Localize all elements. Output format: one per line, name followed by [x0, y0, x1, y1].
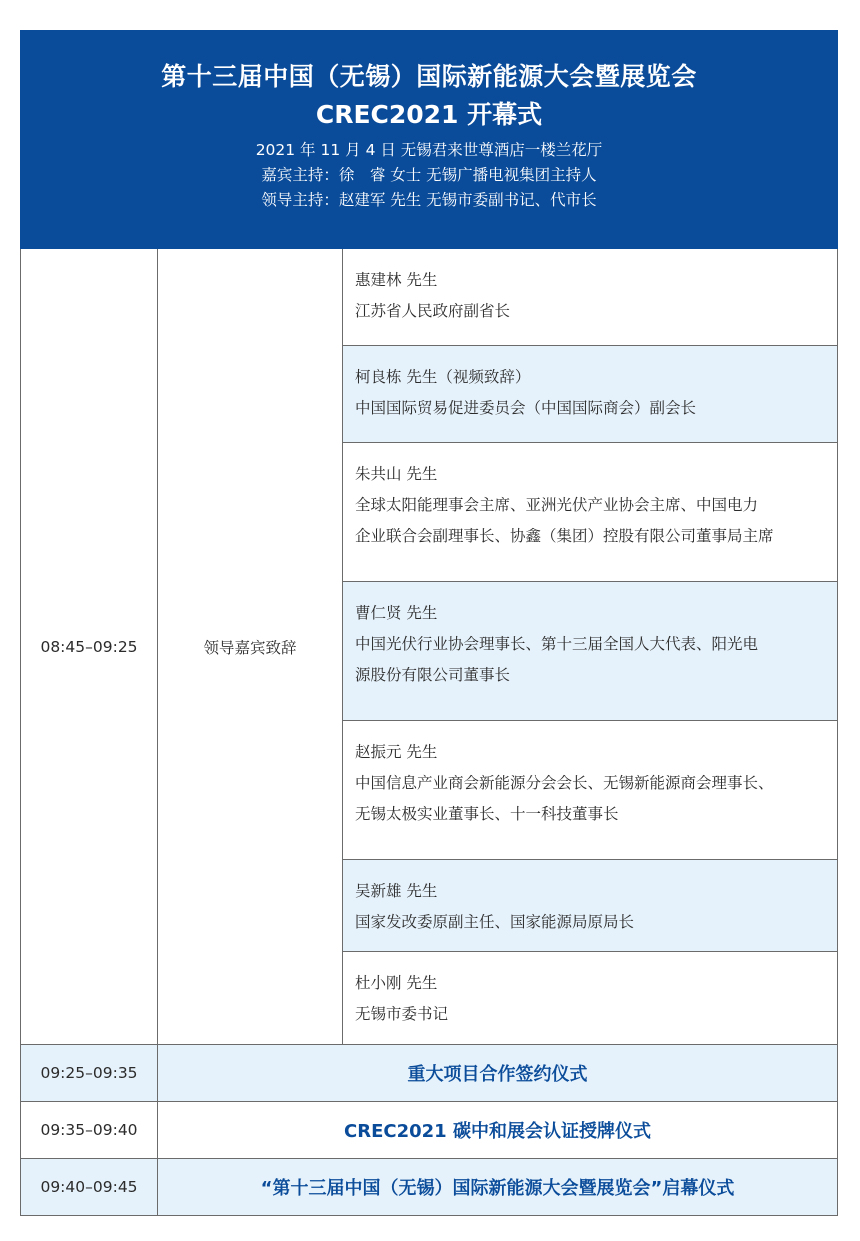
speaker-title: 全球太阳能理事会主席、亚洲光伏产业协会主席、中国电力	[355, 496, 759, 514]
agenda-header	[20, 30, 838, 249]
session-time: 08:45–09:25	[21, 249, 158, 1044]
speaker-name: 杜小刚 先生	[355, 974, 438, 992]
session-topic: 领导嘉宾致辞	[158, 249, 343, 1044]
speaker-title: 中国国际贸易促进委员会（中国国际商会）副会长	[355, 399, 697, 417]
row-title: CREC2021 碳中和展会认证授牌仪式	[344, 1121, 651, 1142]
speaker-title: 无锡市委书记	[355, 1005, 449, 1023]
speaker-item	[343, 860, 837, 952]
speaker-list	[343, 249, 837, 1044]
row-time: 09:35–09:40	[21, 1102, 158, 1158]
event-title: 第十三届中国（无锡）国际新能源大会暨展览会	[161, 62, 697, 91]
speaker-item	[343, 249, 837, 346]
row-title: 重大项目合作签约仪式	[407, 1064, 588, 1085]
leader-host: 领导主持：赵建军 先生 无锡市委副书记、代市长	[261, 191, 597, 209]
date-venue: 2021 年 11 月 4 日 无锡君来世尊酒店一楼兰花厅	[255, 141, 603, 159]
row-time: 09:40–09:45	[21, 1159, 158, 1215]
agenda-row	[21, 1102, 837, 1159]
agenda-row	[21, 1159, 837, 1216]
row-time: 09:25–09:35	[21, 1045, 158, 1101]
speaker-name: 朱共山 先生	[355, 465, 438, 483]
speaker-item	[343, 443, 837, 582]
speaker-item	[343, 346, 837, 443]
agenda-frame	[20, 30, 838, 1216]
speaker-item	[343, 582, 837, 721]
speaker-title: 中国光伏行业协会理事长、第十三届全国人大代表、阳光电	[355, 635, 759, 653]
speaker-title: 国家发改委原副主任、国家能源局原局长	[355, 913, 635, 931]
speaker-title: 企业联合会副理事长、协鑫（集团）控股有限公司董事局主席	[355, 527, 774, 545]
speaker-title: 源股份有限公司董事长	[355, 666, 511, 684]
speaker-title: 无锡太极实业董事长、十一科技董事长	[355, 805, 619, 823]
agenda-table	[20, 249, 838, 1216]
speaker-title: 江苏省人民政府副省长	[355, 302, 511, 320]
speaker-name: 惠建林 先生	[355, 271, 438, 289]
agenda-row	[21, 1045, 837, 1102]
speaker-name: 赵振元 先生	[355, 743, 438, 761]
guest-host: 嘉宾主持：徐 睿 女士 无锡广播电视集团主持人	[261, 166, 597, 184]
speaker-item	[343, 721, 837, 860]
speaker-name: 曹仁贤 先生	[355, 604, 438, 622]
speaker-item	[343, 952, 837, 1044]
speaker-name: 柯良栋 先生（视频致辞）	[355, 368, 531, 386]
speaker-title: 中国信息产业商会新能源分会会长、无锡新能源商会理事长、	[355, 774, 774, 792]
event-subtitle: CREC2021 开幕式	[315, 100, 543, 129]
speech-session	[21, 249, 837, 1045]
speaker-name: 吴新雄 先生	[355, 882, 438, 900]
row-title: “第十三届中国（无锡）国际新能源大会暨展览会”启幕仪式	[260, 1178, 735, 1199]
